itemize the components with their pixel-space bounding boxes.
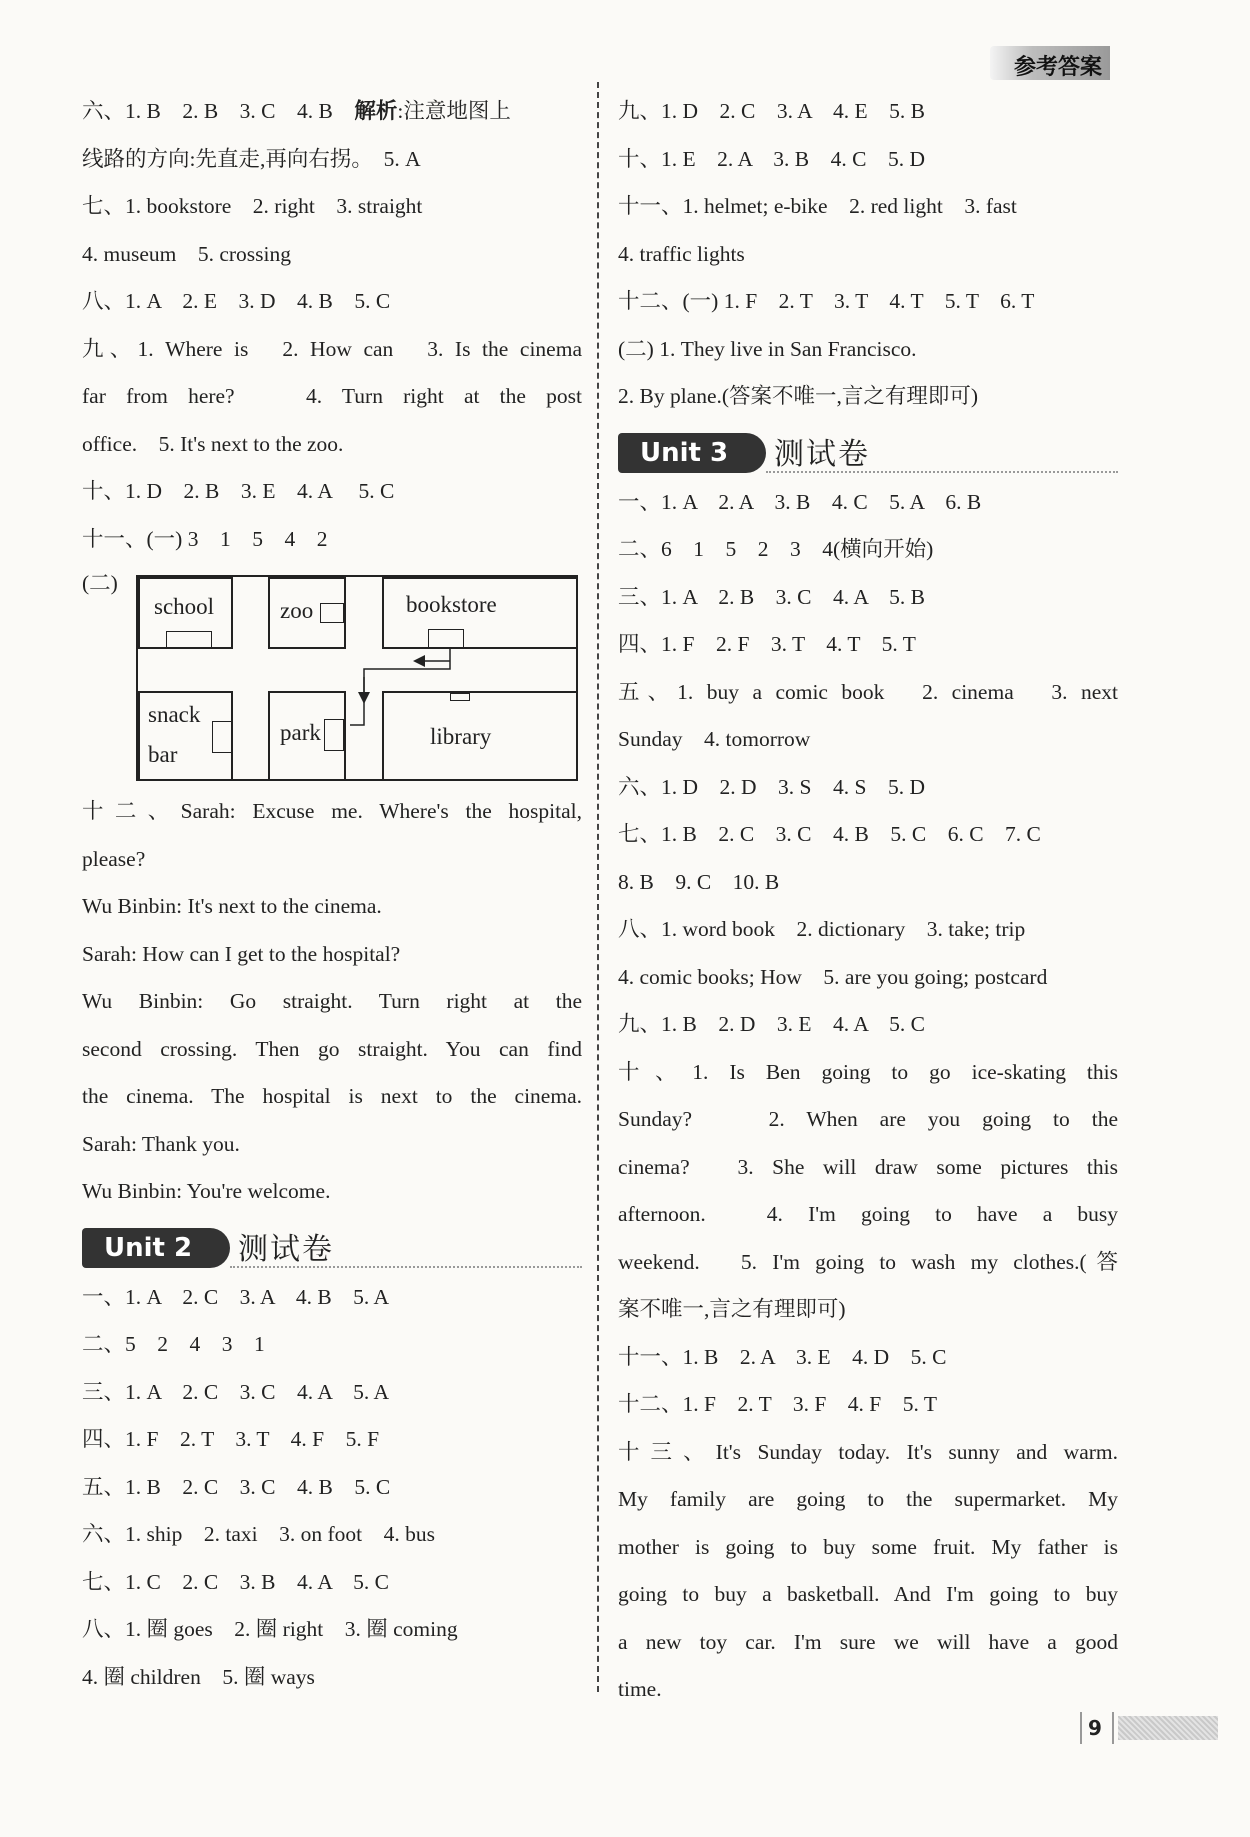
answer-line: Sarah: How can I get to the hospital? xyxy=(82,941,401,966)
answer-line: 六、1. D 2. D 3. S 4. S 5. D xyxy=(618,774,925,799)
answer-line: cinema? 3. She will draw some pictures this xyxy=(618,1154,1118,1179)
answer-line: 二、6 1 5 2 3 4(横向开始) xyxy=(618,537,934,561)
answer-line: 五、1. B 2. C 3. C 4. B 5. C xyxy=(82,1474,391,1499)
unit2-header xyxy=(82,1216,582,1274)
answer-line: My family are going to the supermarket. My xyxy=(618,1487,1118,1511)
answer-line: 十二、(一) 1. F 2. T 3. T 4. T 5. T 6. T xyxy=(618,289,1035,313)
answer-line: far from here? 4. Turn right at the post xyxy=(82,384,582,408)
answer-line: going to buy a basketball. And I'm going to buy xyxy=(618,1582,1118,1606)
page-number: 9 xyxy=(1088,1716,1102,1740)
answer-line: 七、1. C 2. C 3. B 4. A 5. C xyxy=(82,1569,390,1594)
answer-line: 八、1. 圈 goes 2. 圈 right 3. 圈 coming xyxy=(82,1617,458,1641)
answer-line: 七、1. bookstore 2. right 3. straight xyxy=(82,194,423,218)
page-separator-left xyxy=(1080,1712,1082,1744)
left-top-lines xyxy=(82,88,582,563)
answer-line: 一、1. A 2. A 3. B 4. C 5. A 6. B xyxy=(618,489,982,514)
map-text-park: park xyxy=(280,720,321,745)
answer-line: afternoon. 4. I'm going to have a busy xyxy=(618,1202,1118,1226)
answer-line: office. 5. It's next to the zoo. xyxy=(82,431,344,456)
header-tab xyxy=(990,46,1110,80)
answer-line: please? xyxy=(82,846,146,871)
right-top-lines xyxy=(618,88,1118,421)
answer-line: second crossing. Then go straight. You can find xyxy=(82,1036,582,1061)
map-text-zoo: zoo xyxy=(280,598,314,623)
answer-line: 十、1. E 2. A 3. B 4. C 5. D xyxy=(618,146,925,171)
answer-line: 8. B 9. C 10. B xyxy=(618,869,780,894)
unit2-lines xyxy=(82,1274,582,1702)
answer-line: 4. comic books; How 5. are you going; postcard xyxy=(618,964,1048,989)
unit3-rule xyxy=(766,471,1118,473)
answer-line: 四、1. F 2. F 3. T 4. T 5. T xyxy=(618,632,916,656)
answer-line: 十三、It's Sunday today. It's sunny and warm. xyxy=(618,1439,1118,1464)
unit2-title: 测试卷 xyxy=(238,1231,334,1267)
answer-line: 十一、1. helmet; e-bike 2. red light 3. fast xyxy=(618,194,1017,218)
answer-line: 十一、(一) 3 1 5 4 2 xyxy=(82,526,328,551)
page-pattern-bar xyxy=(1118,1716,1218,1740)
page-separator-right xyxy=(1112,1712,1114,1744)
left-bottom-lines xyxy=(82,788,582,1216)
answer-line: 九、1. B 2. D 3. E 4. A 5. C xyxy=(618,1012,925,1036)
answer-line: 五、1. buy a comic book 2. cinema 3. next xyxy=(618,679,1118,704)
street-map xyxy=(136,575,578,781)
unit3-lines xyxy=(618,479,1118,1714)
route-path xyxy=(138,577,578,781)
answer-line: 十一、1. B 2. A 3. E 4. D 5. C xyxy=(618,1344,947,1369)
answer-line: Wu Binbin: Go straight. Turn right at the xyxy=(82,989,582,1013)
answer-line: 二、5 2 4 3 1 xyxy=(82,1332,265,1356)
answer-line: 三、1. A 2. C 3. C 4. A 5. A xyxy=(82,1379,390,1404)
answer-line: 2. By plane.(答案不唯一,言之有理即可) xyxy=(618,384,979,408)
answer-line: time. xyxy=(618,1677,662,1701)
unit2-rule xyxy=(230,1266,582,1268)
answer-line: 十、1. Is Ben going to go ice-skating this xyxy=(618,1059,1118,1084)
answer-line: 案不唯一,言之有理即可) xyxy=(618,1297,846,1321)
answer-line: 一、1. A 2. C 3. A 4. B 5. A xyxy=(82,1284,390,1309)
right-column xyxy=(618,88,1118,1714)
answer-line: 十、1. D 2. B 3. E 4. A 5. C xyxy=(82,479,395,503)
answer-line: 十二、Sarah: Excuse me. Where's the hospital, xyxy=(82,799,582,823)
answer-line: Wu Binbin: You're welcome. xyxy=(82,1179,331,1203)
answer-line: 九、1. D 2. C 3. A 4. E 5. B xyxy=(618,99,925,123)
header-label: 参考答案 xyxy=(1013,55,1102,80)
answer-line: Wu Binbin: It's next to the cinema. xyxy=(82,894,382,918)
left-column xyxy=(82,88,582,1701)
answer-line: the cinema. The hospital is next to the cinema. xyxy=(82,1084,582,1108)
answer-line: Sunday? 2. When are you going to the xyxy=(618,1107,1118,1131)
answer-line: 九、1. Where is 2. How can 3. Is the cinema xyxy=(82,336,582,361)
answer-line: a new toy car. I'm sure we will have a good xyxy=(618,1629,1118,1654)
unit2-badge: Unit 2 xyxy=(82,1228,230,1268)
map-text-bar: bar xyxy=(148,742,178,767)
answer-line: 三、1. A 2. B 3. C 4. A 5. B xyxy=(618,584,926,609)
answer-line: 十二、1. F 2. T 3. F 4. F 5. T xyxy=(618,1392,937,1416)
answer-line: Sunday 4. tomorrow xyxy=(618,727,811,751)
answer-line: (二) 1. They live in San Francisco. xyxy=(618,336,917,361)
unit3-header xyxy=(618,421,1118,479)
answer-line: 4. museum 5. crossing xyxy=(82,241,292,266)
map-answer xyxy=(82,563,582,788)
map-text-bookstore: bookstore xyxy=(406,592,497,617)
answer-line: 八、1. A 2. E 3. D 4. B 5. C xyxy=(82,289,391,313)
map-label: (二) xyxy=(82,571,118,595)
unit3-badge: Unit 3 xyxy=(618,433,766,473)
map-text-library: library xyxy=(430,724,492,749)
answer-line: 八、1. word book 2. dictionary 3. take; trip xyxy=(618,917,1026,941)
map-text-snack: snack xyxy=(148,702,201,727)
answer-line: 线路的方向:先直走,再向右拐。 5. A xyxy=(82,146,421,171)
answer-line: 六、1. B 2. B 3. C 4. B 解析:注意地图上 xyxy=(82,99,511,123)
answer-line: mother is going to buy some fruit. My father is xyxy=(618,1534,1118,1559)
answer-line: 六、1. ship 2. taxi 3. on foot 4. bus xyxy=(82,1522,435,1546)
map-text-school: school xyxy=(154,594,215,619)
answer-line: Sarah: Thank you. xyxy=(82,1131,240,1156)
answer-line: 4. traffic lights xyxy=(618,241,745,266)
unit3-title: 测试卷 xyxy=(774,436,870,472)
answer-line: weekend. 5. I'm going to wash my clothes.(答 xyxy=(618,1249,1118,1274)
answer-line: 七、1. B 2. C 3. C 4. B 5. C 6. C 7. C xyxy=(618,822,1041,846)
answer-line: 4. 圈 children 5. 圈 ways xyxy=(82,1664,315,1689)
answer-line: 四、1. F 2. T 3. T 4. F 5. F xyxy=(82,1427,380,1451)
column-divider xyxy=(597,82,599,1692)
